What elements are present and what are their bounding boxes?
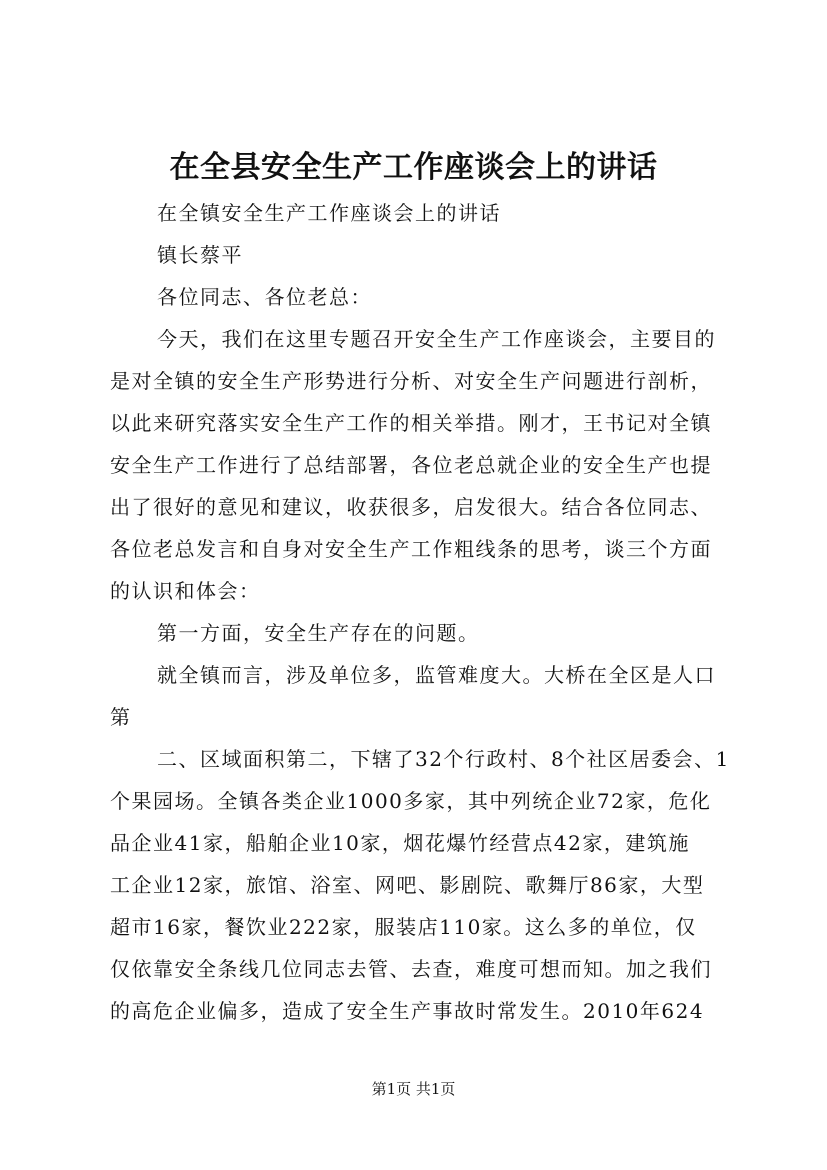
paragraph-line: 各位老总发言和自身对安全生产工作粗线条的思考，谈三个方面 (110, 537, 712, 561)
paragraph-line: 二、区域面积第二，下辖了32个行政村、8个社区居委会、1 (157, 747, 730, 771)
paragraph-line: 超市16家，餐饮业222家，服装店110家。这么多的单位，仅 (110, 915, 697, 939)
paragraph-line: 第 (110, 705, 132, 729)
paragraph-line: 安全生产工作进行了总结部署，各位老总就企业的安全生产也提 (110, 453, 712, 477)
paragraph-line: 工企业12家，旅馆、浴室、网吧、影剧院、歌舞厅86家，大型 (110, 873, 705, 897)
author-line: 镇长蔡平 (157, 243, 243, 267)
paragraph-line: 品企业41家，船舶企业10家，烟花爆竹经营点42家，建筑施 (110, 831, 690, 855)
salutation-line: 各位同志、各位老总： (157, 285, 372, 309)
paragraph-line: 个果园场。全镇各类企业1000多家，其中列统企业72家，危化 (110, 789, 712, 813)
paragraph-line: 仅依靠安全条线几位同志去管、去查，难度可想而知。加之我们 (110, 957, 712, 981)
paragraph-line: 今天，我们在这里专题召开安全生产工作座谈会，主要目的 (157, 327, 716, 351)
paragraph-line: 的认识和体会： (110, 579, 261, 603)
paragraph-line: 以此来研究落实安全生产工作的相关举措。刚才，王书记对全镇 (110, 411, 712, 435)
document-title: 在全县安全生产工作座谈会上的讲话 (169, 150, 658, 185)
paragraph-line: 的高危企业偏多，造成了安全生产事故时常发生。2010年624 (110, 999, 705, 1023)
subtitle-line: 在全镇安全生产工作座谈会上的讲话 (157, 201, 501, 225)
paragraph-line: 是对全镇的安全生产形势进行分析、对安全生产问题进行剖析， (110, 369, 712, 393)
paragraph-line: 出了很好的意见和建议，收获很多，启发很大。结合各位同志、 (110, 495, 712, 519)
section-heading: 第一方面，安全生产存在的问题。 (157, 621, 480, 645)
paragraph-line: 就全镇而言，涉及单位多，监管难度大。大桥在全区是人口 (157, 663, 716, 687)
page-footer: 第1页 共1页 (371, 1080, 456, 1098)
